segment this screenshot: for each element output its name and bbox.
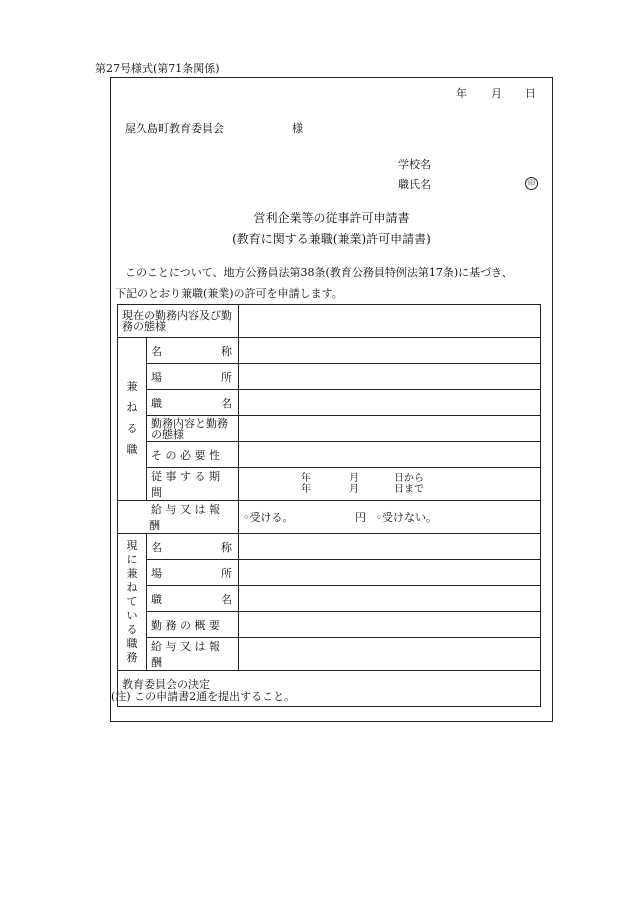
seal-mark: 印 — [525, 177, 538, 190]
addressee-name: 屋久島町教育委員会 — [125, 122, 224, 135]
current-position-value — [239, 586, 541, 612]
section-current-position: 現に兼ねている職務 — [118, 534, 147, 671]
pay-receive-option: ◦受ける。 — [243, 511, 294, 524]
section-new-position: 兼 ね る 職 — [118, 338, 147, 501]
new-place-label: 場 所 — [147, 364, 239, 390]
current-name-value — [239, 534, 541, 560]
new-pay-label: 給 与 又 は 報 酬 — [118, 501, 239, 534]
document-title: 営利企業等の従事許可申請書 — [253, 211, 410, 225]
current-name-label: 名 称 — [147, 534, 239, 560]
staff-name-label: 職氏名 — [398, 178, 431, 191]
new-position-value — [239, 390, 541, 416]
current-place-value — [239, 560, 541, 586]
document-subtitle: (教育に関する兼職(兼業)許可申請書) — [232, 232, 431, 246]
footnote: (注) この申請書2通を提出すること。 — [111, 690, 296, 703]
school-label: 学校名 — [398, 158, 431, 171]
body-text-line2: 下記のとおり兼職(兼業)の許可を申請します。 — [115, 287, 343, 300]
date-year: 年 — [456, 87, 467, 100]
new-content-value — [239, 416, 541, 442]
pay-not-receive-option: ◦受けない。 — [375, 511, 437, 524]
current-overview-label: 勤 務 の 概 要 — [147, 612, 239, 638]
application-table — [117, 304, 541, 707]
current-place-label: 場 所 — [147, 560, 239, 586]
pay-yen-unit: 円 — [355, 511, 366, 524]
period-to: 年 月 日まで — [301, 484, 424, 495]
current-overview-value — [239, 612, 541, 638]
date-day: 日 — [525, 87, 536, 100]
addressee-suffix: 様 — [292, 122, 303, 135]
new-position-label: 職 名 — [147, 390, 239, 416]
form-number-label: 第27号様式(第71条関係) — [95, 62, 220, 75]
new-period-value — [239, 468, 541, 501]
new-name-label: 名 称 — [147, 338, 239, 364]
new-necessity-label: そ の 必 要 性 — [147, 442, 239, 468]
date-month: 月 — [491, 87, 502, 100]
new-necessity-value — [239, 442, 541, 468]
current-position-label: 職 名 — [147, 586, 239, 612]
new-period-label: 従 事 す る 期 間 — [147, 468, 239, 501]
current-duty-label: 現在の勤務内容及び勤務の態様 — [118, 305, 239, 338]
new-pay-value — [239, 501, 541, 534]
current-pay-label: 給 与 又 は 報 酬 — [147, 638, 239, 671]
new-place-value — [239, 364, 541, 390]
current-pay-value — [239, 638, 541, 671]
new-content-label: 勤務内容と勤務の態様 — [147, 416, 239, 442]
new-name-value — [239, 338, 541, 364]
current-duty-value — [239, 305, 541, 338]
body-text-line1: このことについて、地方公務員法第38条(教育公務員特例法第17条)に基づき、 — [125, 266, 513, 279]
board-decision: 教育委員会の決定 — [118, 671, 541, 707]
period-from: 年 月 日から — [301, 473, 424, 484]
